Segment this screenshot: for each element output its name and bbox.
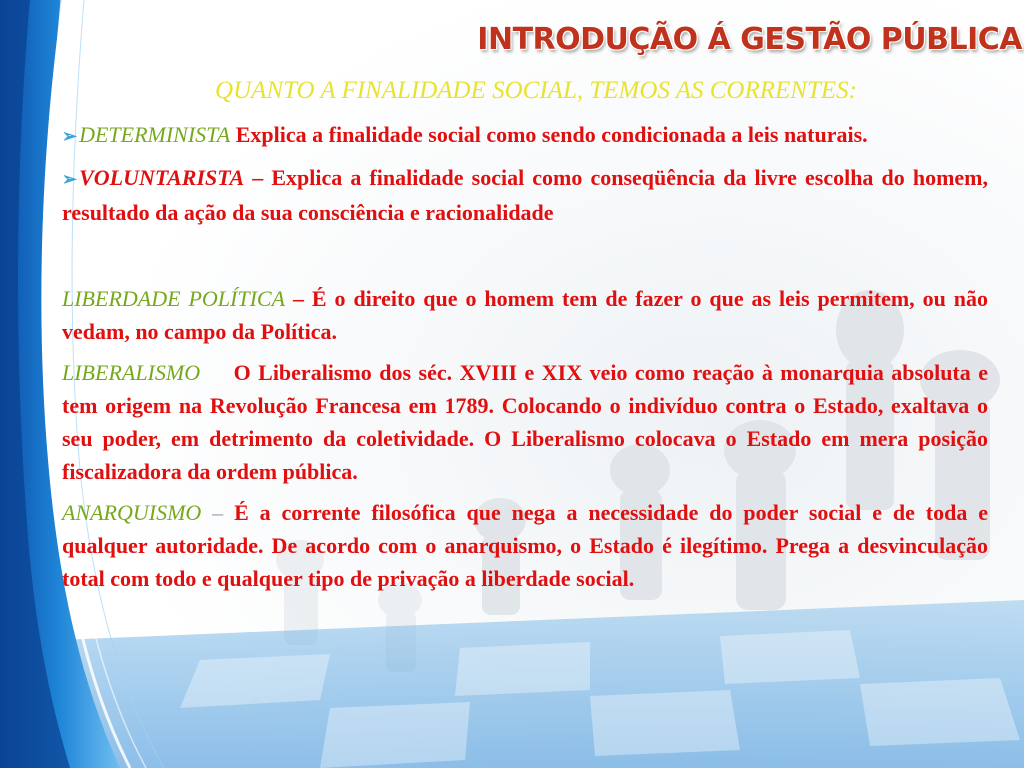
definition-liberdade-politica — [62, 282, 988, 348]
slide-title-banner — [477, 16, 1022, 62]
separator: – — [285, 286, 312, 311]
section-heading: QUANTO A FINALIDADE SOCIAL, TEMOS AS CORRENTES: — [215, 77, 857, 104]
definition-text: Explica a finalidade social como conseqüência da livre escolha do homem, resultado da ação da sua consciência e racionalidade — [62, 165, 989, 225]
arrow-bullet-icon: ➢ — [62, 169, 78, 189]
definition-text: É o direito que o homem tem de fazer o que as leis permitem, ou não vedam, no campo da Política. — [62, 286, 989, 344]
separator: – — [244, 165, 272, 190]
definition-text: É a corrente filosófica que nega a necessidade do poder social e de toda e qualquer autoridade. De acordo com o anarquismo, o Estado é ilegítimo. Prega a desvinculação total com todo e qualquer tipo de privação a liberdade social. — [62, 500, 988, 591]
definition-text: Explica a finalidade social como sendo condicionada a leis naturais. — [235, 122, 868, 147]
term-liberalismo: LIBERALISMO — [62, 360, 201, 385]
arrow-bullet-icon: ➢ — [62, 126, 78, 146]
term-liberdade-politica: LIBERDADE POLÍTICA — [62, 286, 286, 311]
term-anarquismo: ANARQUISMO — [62, 500, 202, 525]
separator: – — [201, 500, 235, 525]
term-determinista: DETERMINISTA — [79, 122, 231, 147]
list-item-voluntarista — [62, 161, 988, 229]
definition-text: O Liberalismo dos séc. XVIII e XIX veio como reação à monarquia absoluta e tem origem na Revolução Francesa em 1789. Colocando o indivíduo contra o Estado, exaltava o seu poder, em detrimento da coletividade. O Liberalismo colocava o Estado em mera posição fiscalizadora da ordem pública. — [62, 360, 988, 484]
definition-anarquismo — [62, 496, 988, 595]
slide-content — [62, 76, 988, 595]
separator — [200, 360, 207, 385]
term-voluntarista: VOLUNTARISTA — [79, 165, 245, 190]
definition-liberalismo — [62, 356, 988, 488]
list-item-determinista — [62, 118, 988, 153]
slide-title: INTRODUÇÃO Á GESTÃO PÚBLICA — [477, 21, 1022, 57]
